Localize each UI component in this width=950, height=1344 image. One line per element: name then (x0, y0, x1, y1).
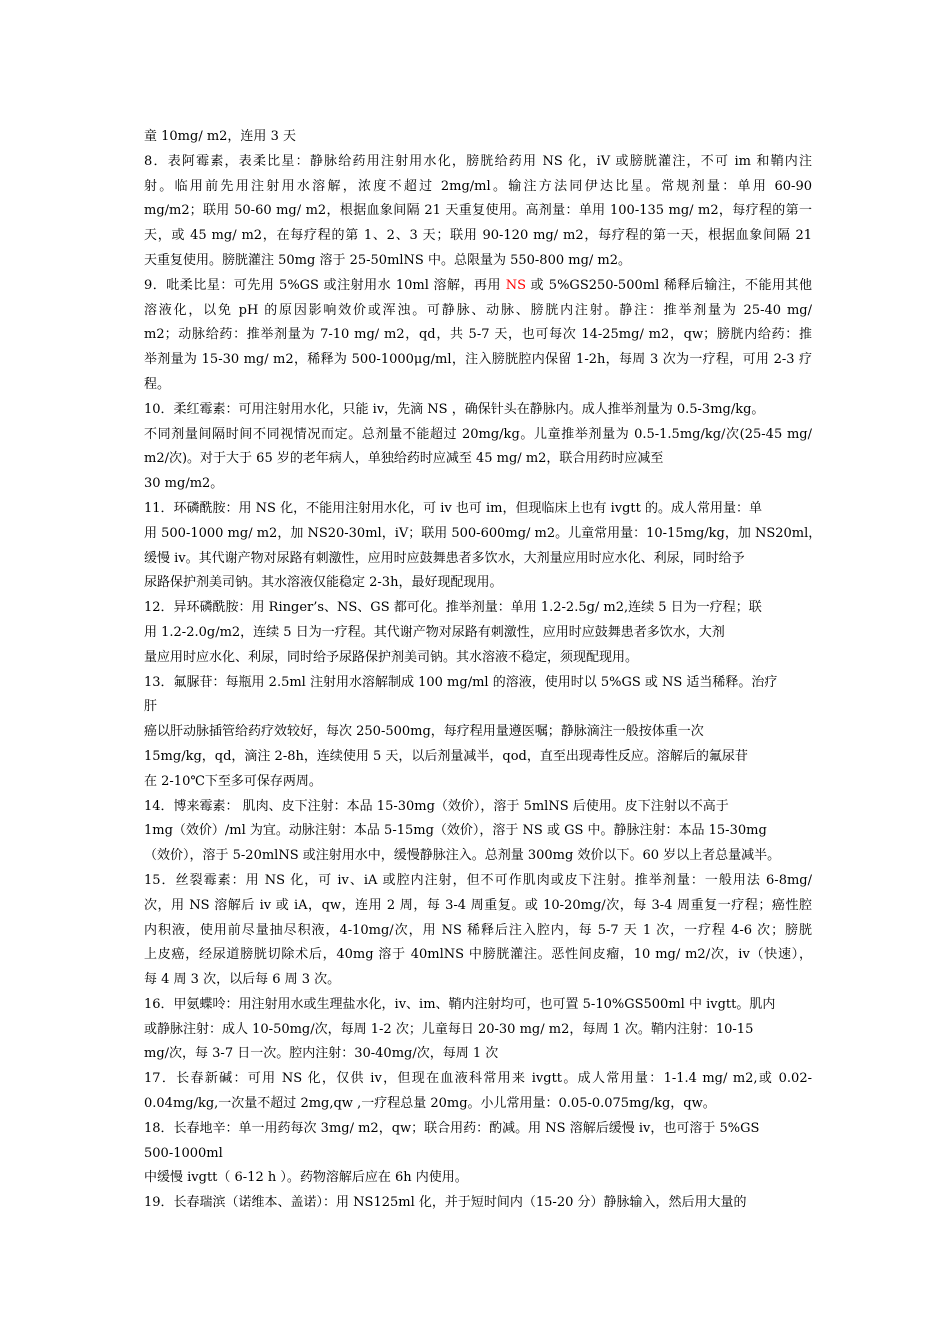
text-line: 射。临用前先用注射用水溶解，浓度不超过 2mg/ml。输注方法同伊达比星。常规剂量：单用 60-90 (144, 178, 812, 194)
text-line: 19．长春瑞滨（诺维本、盖诺）：用 NS125ml 化，并于短时间内（15-20 分）静脉输入，然后用大量的 (144, 1195, 747, 1211)
text-line: 或静脉注射：成人 10-50mg/次，每周 1-2 次；儿童每日 20-30 mg/ m2，每周 1 次。鞘内注射：10-15 (144, 1021, 754, 1037)
text-segment: 9．吡柔比星：可先用 5%GS 或注射用水 10ml 溶解，再用 (144, 277, 506, 293)
text-line: 举剂量为 15-30 mg/ m2，稀释为 500-1000μg/ml，注入膀胱腔内保留 1-2h，每周 3 次为一疗程，可用 2-3 疗 (144, 352, 812, 368)
text-line: 中缓慢 ivgtt（ 6-12 h ）。药物溶解后应在 6h 内使用。 (144, 1170, 468, 1186)
text-line: 12．异环磷酰胺：用 Ringer’s、NS、GS 都可化。推举剂量：单用 1.2-2.5g/ m2,连续 5 日为一疗程；联 (144, 600, 762, 616)
text-line: 每 4 周 3 次，以后每 6 周 3 次。 (144, 972, 341, 988)
text-line: 15mg/kg，qd，滴注 2-8h，连续使用 5 天，以后剂量减半，qod，直至出现毒性反应。溶解后的氟尿苷 (144, 748, 748, 764)
text-line: 15．丝裂霉素：用 NS 化，可 iv、iA 或腔内注射，但不可作肌肉或皮下注射。推举剂量：一般用法 6-8mg/ (144, 872, 812, 888)
text-line: 缓慢 iv。其代谢产物对尿路有刺激性，应用时应鼓舞患者多饮水，大剂量应用时应水化、利尿，同时给予 (144, 550, 745, 566)
text-line: 尿路保护剂美司钠。其水溶液仅能稳定 2-3h，最好现配现用。 (144, 575, 503, 591)
text-line: 次，用 NS 溶解后 iv 或 iA，qw，连用 2 周，每 3-4 周重复。或 10-20mg/次，每 3-4 周重复一疗程；癌性腔 (144, 897, 812, 913)
text-line: m2；动脉给药：推举剂量为 7-10 mg/ m2，qd，共 5-7 天，也可每次 14-25mg/ m2，qw；膀胱内给药：推 (144, 327, 812, 343)
text-line: 17．长春新碱：可用 NS 化，仅供 iv，但现在血液科常用来 ivgtt。成人常用量：1-1.4 mg/ m2,或 0.02- (144, 1071, 812, 1087)
text-line: m2/次)。对于大于 65 岁的老年病人，单独给药时应减至 45 mg/ m2，联合用药时应减至 (144, 451, 664, 467)
text-line: 肝 (144, 699, 158, 715)
text-line: 在 2-10℃下至多可保存两周。 (144, 773, 322, 789)
text-line: 用 1.2-2.0g/m2，连续 5 日为一疗程。其代谢产物对尿路有刺激性，应用时应鼓舞患者多饮水，大剂 (144, 624, 725, 640)
text-line: （效价），溶于 5-20mlNS 或注射用水中，缓慢静脉注入。总剂量 300mg 效价以下。60 岁以上者总量减半。 (144, 848, 781, 864)
document-body-text (144, 125, 822, 1216)
text-line: 溶液化，以免 pH 的原因影响效价或浑浊。可静脉、动脉、膀胱内注射。静注：推举剂量为 25-40 mg/ (144, 302, 812, 318)
text-line: 天重复使用。膀胱灌注 50mg 溶于 25-50mlNS 中。总限量为 550-800 mg/ m2。 (144, 252, 632, 268)
text-line: 13．氟脲苷：每瓶用 2.5ml 注射用水溶解制成 100 mg/ml 的溶液，使用时以 5%GS 或 NS 适当稀释。治疗 (144, 674, 778, 690)
text-line: 16．甲氨蝶呤：用注射用水或生理盐水化，iv、im、鞘内注射均可，也可置 5-10%GS500ml 中 ivgtt。肌内 (144, 996, 776, 1012)
text-line: 癌以肝动脉插管给药疗效较好，每次 250-500mg，每疗程用量遵医嘱；静脉滴注一般按体重一次 (144, 724, 704, 740)
text-line: 11．环磷酰胺：用 NS 化，不能用注射用水化，可 iv 也可 im，但现临床上也有 ivgtt 的。成人常用量：单 (144, 500, 763, 516)
text-line: 内积液，使用前尽量抽尽积液，4-10mg/次，用 NS 稀释后注入腔内，每 5-7 天 1 次，一疗程 4-6 次；膀胱 (144, 922, 812, 938)
text-line: 量应用时应水化、利尿，同时给予尿路保护剂美司钠。其水溶液不稳定，须现配现用。 (144, 649, 639, 665)
text-line: mg/次，每 3-7 日一次。腔内注射：30-40mg/次，每周 1 次 (144, 1046, 499, 1062)
text-line: 8．表阿霉素，表柔比星：静脉给药用注射用水化，膀胱给药用 NS 化，iV 或膀胱灌注，不可 im 和鞘内注 (144, 153, 812, 169)
text-line: 童 10mg/ m2，连用 3 天 (144, 129, 296, 144)
text-line: 500-1000ml (144, 1145, 223, 1161)
text-line: 上皮癌，经尿道膀胱切除术后，40mg 溶于 40mlNS 中膀胱灌注。恶性间皮瘤，10 mg/ m2/次，iv（快速）， (144, 947, 812, 963)
text-line: 用 500-1000 mg/ m2，加 NS20-30ml，iV；联用 500-600mg/ m2。儿童常用量：10-15mg/kg，加 NS20ml， (144, 525, 822, 541)
text-line: 14．博来霉素： 肌肉、皮下注射：本品 15-30mg（效价），溶于 5mlNS 后使用。皮下注射以不高于 (144, 798, 729, 814)
text-line: 10．柔红霉素：可用注射用水化，只能 iv，先滴 NS ，确保针头在静脉内。成人推举剂量为 0.5-3mg/kg。 (144, 401, 765, 417)
text-line: 程。 (144, 376, 171, 392)
text-line: 0.04mg/kg,一次量不超过 2mg,qw ,一疗程总量 20mg。小儿常用量：0.05-0.075mg/kg，qw。 (144, 1096, 716, 1112)
text-line: 不同剂量间隔时间不同视情况而定。总剂量不能超过 20mg/kg。儿童推举剂量为 0.5-1.5mg/kg/次(25-45 mg/ (144, 426, 812, 442)
text-line: mg/m2；联用 50-60 mg/ m2，根据血象间隔 21 天重复使用。高剂量：单用 100-135 mg/ m2，每疗程的第一 (144, 203, 812, 219)
text-segment: 或 5%GS250-500ml 稀释后输注，不能用其他 (526, 277, 812, 293)
highlighted-text: NS (505, 277, 526, 293)
text-line (144, 274, 812, 299)
text-line: 天，或 45 mg/ m2，在每疗程的第 1、2、3 天；联用 90-120 mg/ m2，每疗程的第一天，根据血象间隔 21 (144, 228, 812, 244)
text-line: 18．长春地辛：单一用药每次 3mg/ m2，qw；联合用药：酌减。用 NS 溶解后缓慢 iv，也可溶于 5%GS (144, 1120, 760, 1136)
text-line: 30 mg/m2。 (144, 476, 224, 492)
text-line: 1mg（效价）/ml 为宜。动脉注射：本品 5-15mg（效价），溶于 NS 或 GS 中。静脉注射：本品 15-30mg (144, 823, 767, 839)
